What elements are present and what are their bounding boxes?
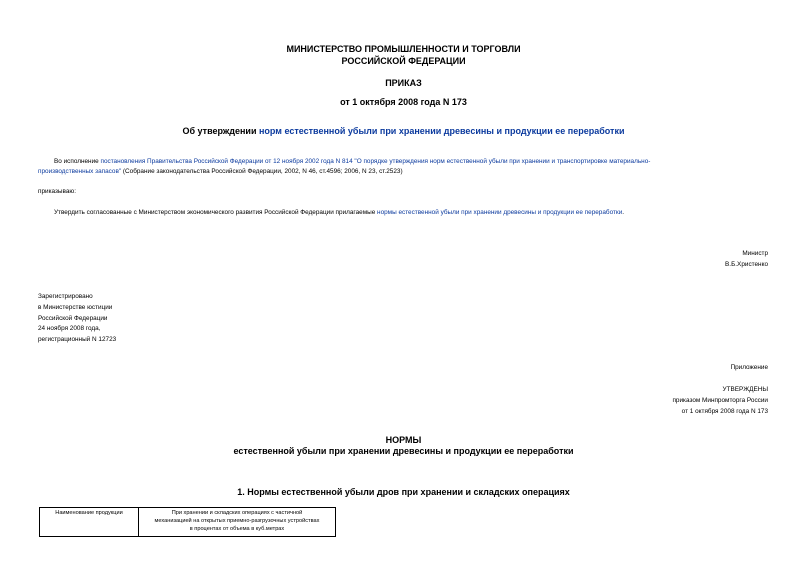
table-header-product — [40, 508, 139, 537]
signature-name: В.Б.Христенко — [725, 261, 768, 268]
appendix-date: от 1 октября 2008 года N 173 — [681, 407, 768, 415]
section-1-heading: 1. Нормы естественной убыли дров при хранении и складских операциях — [237, 487, 570, 497]
registration-line-2: в Министерстве юстиции — [38, 303, 113, 311]
ministry-line-1: МИНИСТЕРСТВО ПРОМЫШЛЕННОСТИ И ТОРГОВЛИ — [286, 44, 521, 54]
registration-line-1: Зарегистрировано — [38, 293, 93, 300]
norms-title: НОРМЫ — [385, 435, 422, 445]
order-tail: . — [622, 209, 625, 216]
doc-date: от 1 октября 2008 года N 173 — [340, 97, 467, 107]
order-word: приказываю: — [38, 188, 76, 195]
title-prefix: Об утверждении — [182, 126, 259, 136]
page-title — [0, 126, 807, 136]
appendix-approval — [672, 385, 768, 417]
signature-position: Министр — [742, 250, 768, 257]
order-lead: Утвердить согласованные с Министерством экономического развития Российской Федерации прилагаемые — [54, 209, 378, 216]
ministry-line-2: РОССИЙСКОЙ ФЕДЕРАЦИИ — [341, 56, 466, 66]
registration-line-5: регистрационный N 12723 — [38, 336, 117, 344]
doc-type: ПРИКАЗ — [385, 78, 422, 88]
table-header-storage-line-3: в процентах от объема в куб.метрах — [189, 526, 285, 532]
registration-line-4: 24 ноября 2008 года, — [38, 325, 101, 333]
preamble-link-2[interactable]: производственных запасов" — [38, 168, 122, 175]
preamble-paragraph — [38, 157, 768, 167]
table-header-storage-line-1: При хранении и складских операциях с частичной — [171, 510, 303, 516]
appendix-by-order: приказом Минпромторга России — [672, 396, 768, 404]
preamble-link-1[interactable]: постановления Правительства Российской Федерации от 12 ноября 2002 года N 814 "О порядке утверждения норм естественной убыли при хранении и транспортировке материально- — [100, 158, 651, 165]
appendix-label: Приложение — [730, 364, 768, 371]
registration-block — [38, 292, 116, 346]
preamble-paragraph-cont — [38, 167, 768, 177]
norms-subtitle: естественной убыли при хранении древесины и продукции ее переработки — [233, 446, 574, 456]
table-header-product-label: Наименование продукции — [55, 510, 123, 516]
order-text — [54, 209, 774, 216]
table-header-row — [40, 508, 336, 537]
order-link[interactable]: нормы естественной убыли при хранении древесины и продукции ее переработки — [377, 209, 623, 216]
norms-table — [39, 507, 336, 537]
preamble-tail: (Собрание законодательства Российской Федерации, 2002, N 46, ст.4596; 2006, N 23, ст.2523) — [121, 168, 403, 175]
appendix-approved: УТВЕРЖДЕНЫ — [722, 386, 768, 393]
title-link[interactable]: норм естественной убыли при хранении древесины и продукции ее переработки — [258, 126, 625, 136]
preamble-lead: Во исполнение — [54, 158, 101, 165]
registration-line-3: Российской Федерации — [38, 314, 108, 322]
table-header-storage — [139, 508, 336, 537]
table-header-storage-line-2: механизацией на открытых приемно-разгрузочных устройствах — [154, 518, 320, 524]
